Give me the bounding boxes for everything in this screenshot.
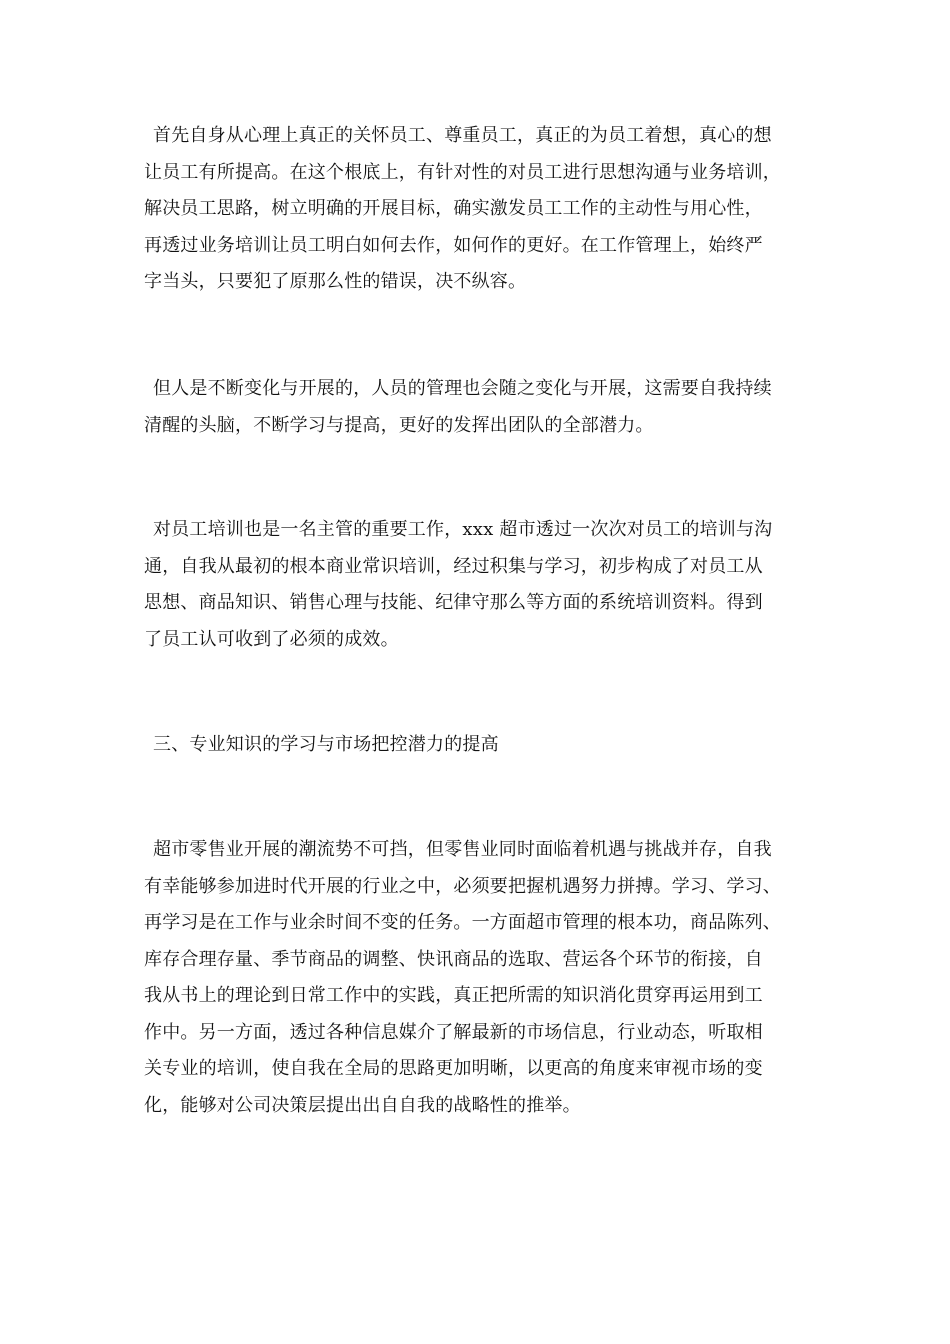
text-line: 通，自我从最初的根本商业常识培训，经过积集与学习，初步构成了对员工从 [144, 555, 763, 577]
text-line: 首先自身从心理上真正的关怀员工、尊重员工，真正的为员工着想，真心的想 [153, 125, 772, 146]
paragraph-people-change [144, 371, 814, 444]
text-line: 让员工有所提高。在这个根底上，有针对性的对员工进行思想沟通与业务培训， [144, 161, 781, 183]
text-line: 但人是不断变化与开展的，人员的管理也会随之变化与开展，这需要自我持续 [153, 378, 772, 399]
text-line: 思想、商品知识、销售心理与技能、纪律守那么等方面的系统培训资料。得到 [144, 592, 763, 613]
text-line: 作中。另一方面，透过各种信息媒介了解最新的市场信息，行业动态，听取相 [144, 1021, 763, 1043]
paragraph-retail-learning [144, 832, 814, 1124]
text-line: 库存合理存量、季节商品的调整、快讯商品的选取、营运各个环节的衔接，自 [144, 948, 763, 970]
paragraph-staff-care [144, 118, 814, 301]
text-line: 我从书上的理论到日常工作中的实践，真正把所需的知识消化贯穿再运用到工 [144, 985, 763, 1006]
section-heading [144, 727, 814, 764]
text-line: 再学习是在工作与业余时间不变的任务。一方面超市管理的根本功，商品陈列、 [144, 912, 781, 933]
text-line: 字当头，只要犯了原那么性的错误，决不纵容。 [144, 271, 527, 292]
text-line: 了员工认可收到了必须的成效。 [144, 628, 399, 650]
paragraph-staff-training [144, 512, 814, 658]
text-line: 清醒的头脑，不断学习与提高，更好的发挥出团队的全部潜力。 [144, 414, 654, 436]
heading-text: 三、专业知识的学习与市场把控潜力的提高 [153, 734, 499, 755]
text-line: 解决员工思路，树立明确的开展目标，确实激发员工工作的主动性与用心性， [144, 198, 763, 219]
text-line: 再透过业务培训让员工明白如何去作，如何作的更好。在工作管理上，始终严 [144, 234, 763, 256]
text-line: 超市零售业开展的潮流势不可挡，但零售业同时面临着机遇与挑战并存，自我 [153, 839, 772, 860]
text-line: 关专业的培训，使自我在全局的思路更加明晰，以更高的角度来审视市场的变 [144, 1058, 763, 1079]
text-line: 对员工培训也是一名主管的重要工作，xxx 超市透过一次次对员工的培训与沟 [153, 519, 773, 540]
text-line: 化，能够对公司决策层提出出自自我的战略性的推举。 [144, 1094, 581, 1116]
text-line: 有幸能够参加进时代开展的行业之中，必须要把握机遇努力拼搏。学习、学习、 [144, 875, 781, 897]
